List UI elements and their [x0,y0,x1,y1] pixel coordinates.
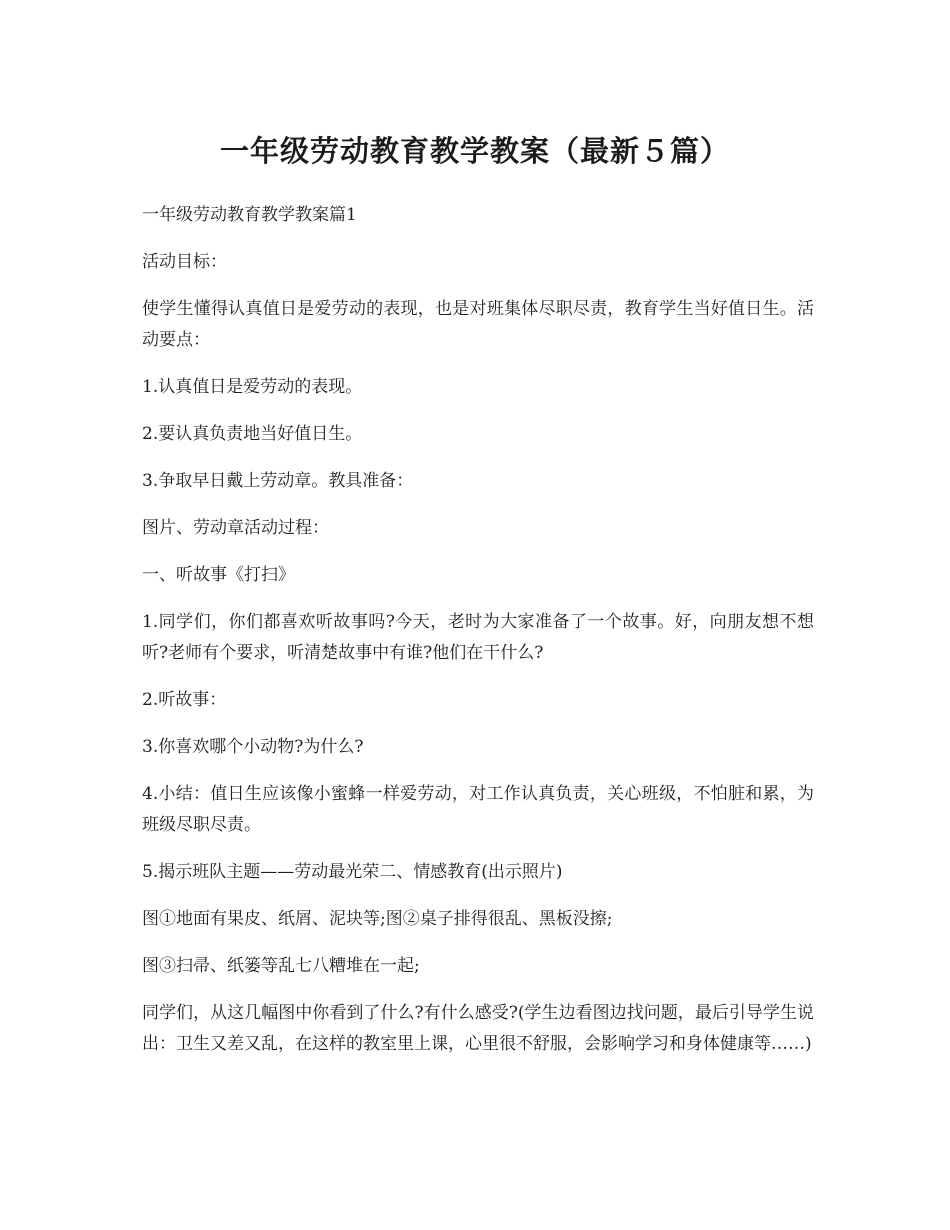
paragraph: 图①地面有果皮、纸屑、泥块等;图②桌子排得很乱、黑板没擦; [142,909,613,929]
paragraph: 5.揭示班队主题——劳动最光荣二、情感教育(出示照片) [142,862,563,882]
paragraph: 同学们，从这几幅图中你看到了什么?有什么感受?(学生边看图边找问题，最后引导学生说出：卫生又差又乱，在这样的教室里上课，心里很不舒服，会影响学习和身体健康等……) [142,1003,814,1054]
paragraph: 1.认真值日是爱劳动的表现。 [142,377,363,397]
paragraph: 活动目标： [142,252,227,272]
paragraph: 图片、劳动章活动过程： [142,518,329,538]
paragraph: 4.小结：值日生应该像小蜜蜂一样爱劳动，对工作认真负责，关心班级，不怕脏和累，为班级尽职尽责。 [142,784,814,835]
paragraph: 3.争取早日戴上劳动章。教具准备： [142,471,414,491]
paragraph: 2.要认真负责地当好值日生。 [142,424,363,444]
paragraph: 一、听故事《打扫》 [142,565,295,585]
paragraph: 使学生懂得认真值日是爱劳动的表现，也是对班集体尽职尽责，教育学生当好值日生。活动要点： [142,299,814,350]
paragraph: 2.听故事： [142,690,227,710]
paragraph: 1.同学们，你们都喜欢听故事吗?今天，老时为大家准备了一个故事。好，向朋友想不想听?老师有个要求，听清楚故事中有谁?他们在干什么? [142,612,814,663]
document-title: 一年级劳动教育教学教案（最新５篇） [219,134,730,168]
document-body [142,200,814,1076]
paragraph: 3.你喜欢哪个小动物?为什么? [142,737,364,757]
paragraph: 图③扫帚、纸篓等乱七八糟堆在一起; [142,956,420,976]
section-heading: 一年级劳动教育教学教案篇1 [142,205,357,225]
